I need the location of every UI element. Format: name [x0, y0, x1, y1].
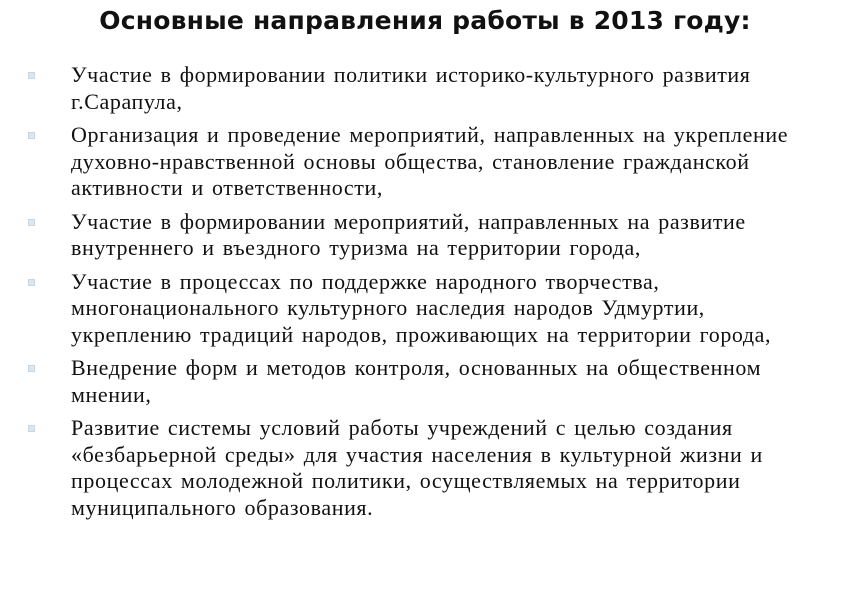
- bullet-list: [28, 62, 828, 528]
- list-item: [28, 269, 828, 349]
- list-item-text: Участие в процессах по поддержке народного творчества, многонационального культурного наследия народов Удмуртии, укреплению традиций народов, проживающих на территории города,: [71, 268, 772, 347]
- list-item: [28, 209, 828, 262]
- bullet-square-icon: [28, 132, 35, 139]
- list-item-text: Организация и проведение мероприятий, направленных на укрепление духовно-нравственной основы общества, становление гражданской активности и ответственности,: [71, 122, 789, 200]
- list-item-text: Развитие системы условий работы учреждений с целью создания «безбарьерной среды» для участия населения в культурной жизни и процессах молодежной политики, осуществляемых на территории муниципального образования.: [71, 415, 763, 520]
- list-item: [28, 355, 828, 408]
- list-item: [28, 415, 828, 521]
- list-item-text: Участие в формировании политики историко-культурного развития г.Сарапула,: [71, 62, 751, 114]
- bullet-square-icon: [28, 425, 35, 432]
- bullet-square-icon: [28, 365, 35, 372]
- list-item-text: Внедрение форм и методов контроля, основанных на общественном мнении,: [71, 355, 762, 407]
- bullet-square-icon: [28, 219, 35, 226]
- bullet-square-icon: [28, 279, 35, 286]
- list-item: [28, 122, 828, 202]
- list-item-text: Участие в формировании мероприятий, направленных на развитие внутреннего и въездного туризма на территории города,: [71, 208, 746, 260]
- list-item: [28, 62, 828, 115]
- bullet-square-icon: [28, 72, 35, 79]
- slide-title: Основные направления работы в 2013 году:: [99, 6, 751, 35]
